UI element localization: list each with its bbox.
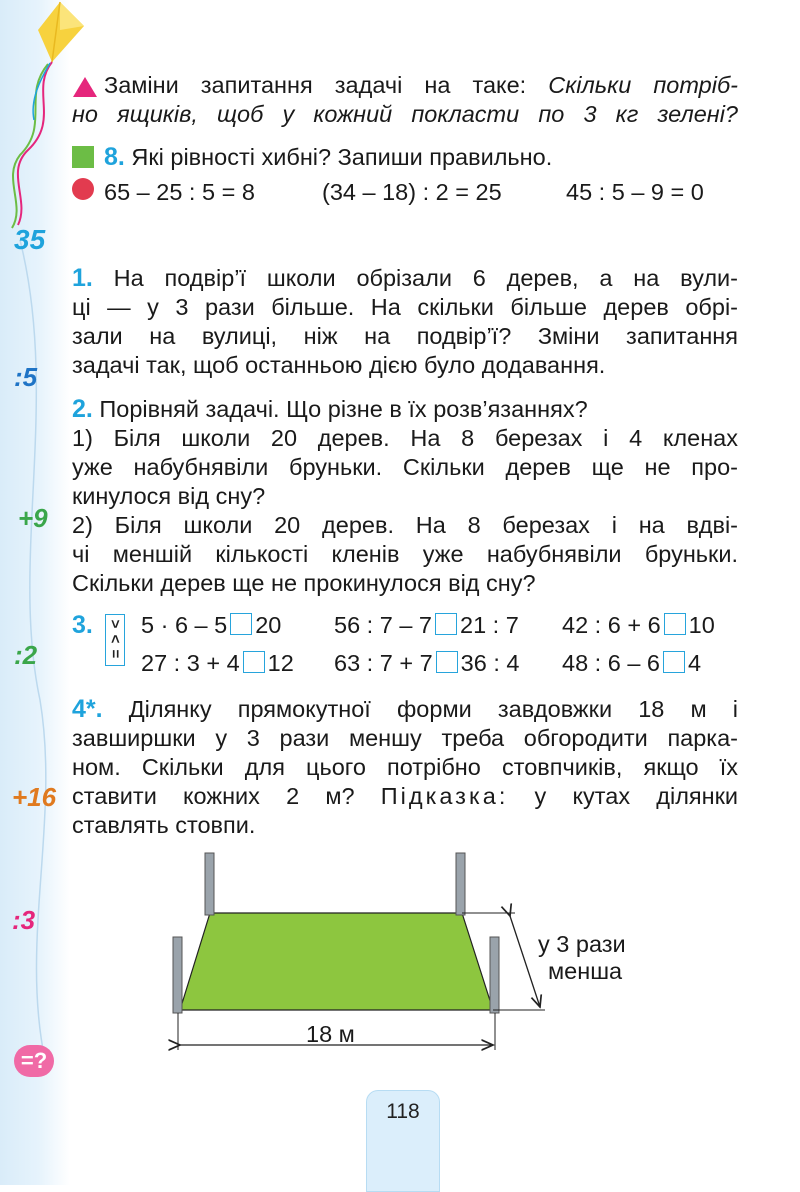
- task4-text4: ставити кожних 2 м?: [72, 783, 355, 809]
- fence-post: [173, 937, 182, 1013]
- comparison-left: 63 : 7 + 7: [334, 650, 433, 676]
- comparison-2-2: [334, 650, 519, 677]
- comparison-1-2: [334, 612, 519, 639]
- task4-line1: [72, 695, 738, 724]
- change-question-italic1: Скільки потріб-: [548, 72, 738, 98]
- comparison-left: 48 : 6 – 6: [562, 650, 660, 676]
- task2-line1: [72, 395, 738, 424]
- task2-line4: кинулося від сну?: [72, 483, 266, 509]
- change-question-lead: Заміни запитання задачі на таке:: [104, 72, 527, 98]
- length-label: 18 м: [306, 1021, 355, 1047]
- task1-line1: [72, 264, 738, 293]
- answer-box[interactable]: [663, 651, 685, 673]
- comparison-right: 12: [267, 650, 294, 676]
- sign-equal: =: [106, 649, 124, 660]
- answer-box[interactable]: [243, 651, 265, 673]
- task2-line2: 1) Біля школи 20 дерев. На 8 березах і 4 кленах: [72, 425, 738, 451]
- comparison-1-3: [562, 612, 715, 639]
- sign-greater: >: [106, 619, 124, 630]
- task4-line3: ном. Скільки для цього потрібно стовпчиків, якщо їх: [72, 754, 738, 780]
- fence-post: [490, 937, 499, 1013]
- answer-box[interactable]: [664, 613, 686, 635]
- comparison-right: 20: [255, 612, 282, 638]
- task2-line3: уже набубнявіли бруньки. Скільки дерев ще не про-: [72, 454, 738, 480]
- equation-2: (34 – 18) : 2 = 25: [322, 179, 502, 205]
- task8-number: 8.: [104, 143, 125, 171]
- task1-line2: ці — у 3 рази більше. На скільки більше дерев обрі-: [72, 294, 738, 320]
- task1-number: 1.: [72, 264, 93, 292]
- sidebar-mark-div3: :3: [12, 905, 36, 935]
- sidebar-mark-div5: :5: [14, 362, 38, 392]
- comparison-right: 10: [688, 612, 715, 638]
- page-number-tab: [366, 1090, 440, 1192]
- sidebar-mark-35: 35: [14, 224, 46, 255]
- task2-line7: Скільки дерев ще не прокинулося від сну?: [72, 570, 536, 596]
- sidebar-mark-div2: :2: [14, 640, 38, 670]
- comparison-left: 27 : 3 + 4: [141, 650, 240, 676]
- task2-line6: чі меншій кількості кленів уже набубнявіли бруньки.: [72, 541, 738, 567]
- change-question-line2: но ящиків, щоб у кожний покласти по 3 кг зелені?: [72, 101, 738, 127]
- hint-label: Підказка:: [380, 783, 509, 809]
- comparison-right: 21 : 7: [460, 612, 519, 638]
- answer-box[interactable]: [230, 613, 252, 635]
- task4-line4: [72, 782, 738, 811]
- comparison-1-1: [141, 612, 281, 639]
- decorative-curve: [0, 0, 70, 1185]
- task3-number: 3.: [72, 611, 93, 639]
- width-arrow: [510, 916, 540, 1007]
- page-number: 118: [386, 1100, 420, 1123]
- answer-box[interactable]: [436, 651, 458, 673]
- sidebar-mark-plus16: +16: [12, 782, 57, 812]
- equals-question-badge: [14, 1045, 54, 1077]
- task8-line: [104, 143, 738, 172]
- task2-number: 2.: [72, 395, 93, 423]
- answer-box[interactable]: [435, 613, 457, 635]
- comparison-2-1: [141, 650, 294, 677]
- task4-line2: завширшки у 3 рази меншу треба обгородити парка-: [72, 725, 738, 751]
- task1-line3: зали на вулиці, ніж на подвір’ї? Зміни запитання: [72, 323, 738, 349]
- comparison-right: 4: [688, 650, 702, 676]
- width-label-line1: у 3 рази: [538, 931, 626, 957]
- task4-text1: Ділянку прямокутної форми завдовжки 18 м і: [128, 696, 738, 722]
- task8-text: Які рівності хибні? Запиши правильно.: [131, 144, 553, 170]
- change-question-line1: [104, 71, 738, 100]
- signs-box: [105, 614, 125, 666]
- hint-text1: у кутах ділянки: [534, 783, 739, 809]
- sidebar-mark-plus9: +9: [18, 503, 48, 533]
- sidebar: [0, 0, 70, 1185]
- task4-number: 4*.: [72, 695, 103, 723]
- fence-post: [205, 853, 214, 915]
- task2-text1: Порівняй задачі. Що різне в їх розв’язаннях?: [99, 396, 588, 422]
- square-icon: [72, 146, 94, 168]
- comparison-left: 56 : 7 – 7: [334, 612, 432, 638]
- comparison-right: 36 : 4: [460, 650, 520, 676]
- circle-icon: [72, 178, 94, 200]
- triangle-icon: [72, 76, 98, 98]
- task2-line5: 2) Біля школи 20 дерев. На 8 березах і на вдві-: [72, 512, 738, 538]
- comparison-left: 42 : 6 + 6: [562, 612, 661, 638]
- fence-post: [456, 853, 465, 915]
- sign-less: <: [106, 634, 124, 645]
- task4-line5: ставлять стовпи.: [72, 812, 256, 838]
- equals-question-label: =?: [20, 1048, 48, 1073]
- equation-1: 65 – 25 : 5 = 8: [104, 179, 255, 205]
- comparison-left: 5 · 6 – 5: [141, 612, 228, 638]
- field-shape: [180, 913, 493, 1010]
- equation-3: 45 : 5 – 9 = 0: [566, 179, 704, 205]
- comparison-2-3: [562, 650, 701, 677]
- task1-text1: На подвір’ї школи обрізали 6 дерев, а на вули-: [113, 265, 738, 291]
- task1-line4: задачі так, щоб останньою дією було додавання.: [72, 352, 606, 378]
- width-label-line2: менша: [548, 958, 623, 984]
